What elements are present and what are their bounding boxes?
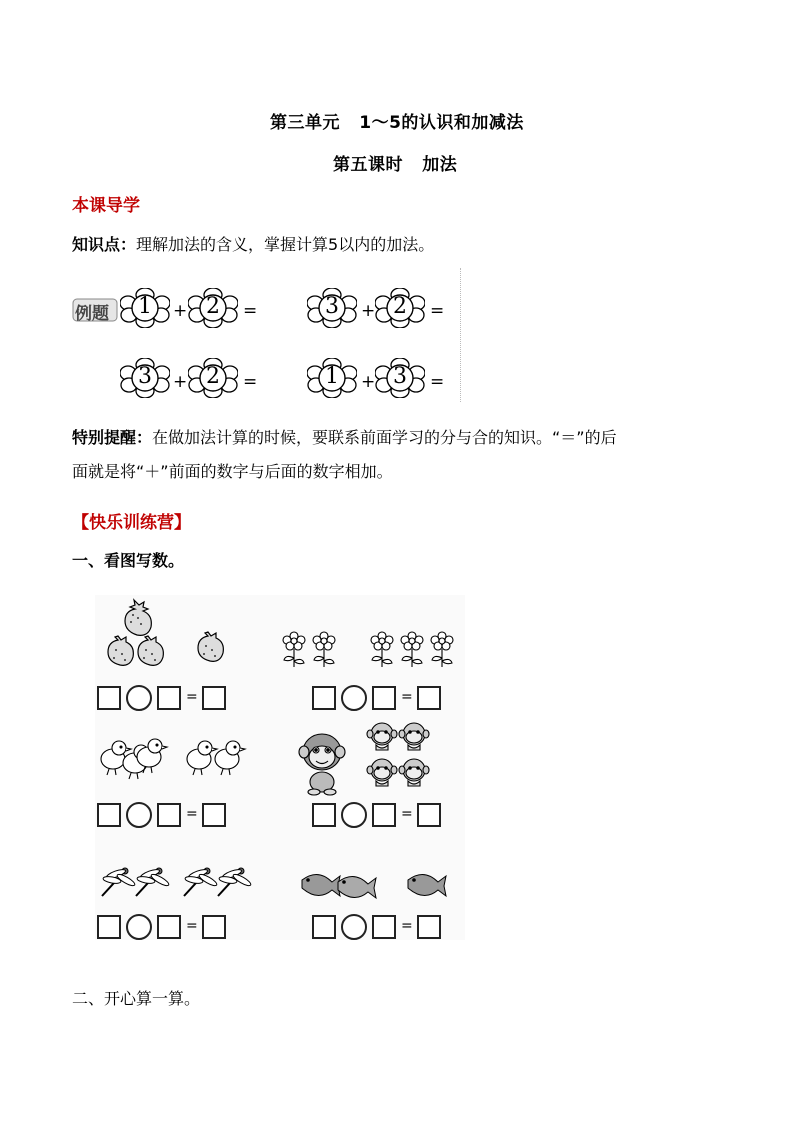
example-flower-3b	[188, 358, 238, 398]
answer-box-result[interactable]	[417, 915, 441, 939]
flower-number: 1	[138, 294, 152, 319]
example-divider	[460, 268, 461, 402]
example-flower-3a	[120, 358, 170, 398]
flower-number: 3	[393, 364, 407, 389]
answer-box-right[interactable]	[157, 803, 181, 827]
answer-box-result[interactable]	[202, 915, 226, 939]
answer-box-left[interactable]	[312, 686, 336, 710]
flower-number: 3	[138, 364, 152, 389]
example-label: 例题	[75, 304, 109, 324]
operator-circle[interactable]	[341, 802, 367, 828]
answer-box-left[interactable]	[97, 803, 121, 827]
answer-box-right[interactable]	[157, 915, 181, 939]
example-flower-2a	[307, 288, 357, 328]
section1-title: 一、看图写数。	[72, 551, 185, 570]
answer-box-right[interactable]	[372, 803, 396, 827]
plus-sign: +	[173, 372, 188, 392]
equals-sign: =	[243, 372, 258, 392]
equals-sign: =	[401, 918, 413, 934]
knowledge-text: 理解加法的含义，掌握计算5以内的加法。	[136, 235, 435, 254]
answer-box-result[interactable]	[417, 686, 441, 710]
example-flower-1a	[120, 288, 170, 328]
flower-number: 1	[325, 364, 339, 389]
example-flower-4b	[375, 358, 425, 398]
flower-number: 2	[393, 294, 407, 319]
operator-circle[interactable]	[126, 802, 152, 828]
training-heading: 【快乐训练营】	[72, 513, 191, 533]
operator-circle[interactable]	[126, 914, 152, 940]
equals-sign: =	[186, 806, 198, 822]
answer-box-result[interactable]	[202, 803, 226, 827]
answer-box-right[interactable]	[157, 686, 181, 710]
operator-circle[interactable]	[126, 685, 152, 711]
answer-box-left[interactable]	[312, 803, 336, 827]
reminder-text-1: 在做加法计算的时候，要联系前面学习的分与合的知识。“＝”的后	[152, 428, 617, 447]
example-flower-4a	[307, 358, 357, 398]
plus-sign: +	[361, 301, 376, 321]
fish-icon	[300, 866, 450, 902]
answer-box-result[interactable]	[417, 803, 441, 827]
reminder-label: 特别提醒：	[72, 428, 153, 447]
dragonfly-icon	[98, 864, 253, 900]
equals-sign: =	[401, 689, 413, 705]
guide-heading: 本课导学	[72, 196, 140, 216]
knowledge-point	[72, 234, 434, 256]
answer-box-left[interactable]	[97, 915, 121, 939]
example-badge	[72, 297, 118, 323]
flower-number: 2	[206, 364, 220, 389]
plus-sign: +	[361, 372, 376, 392]
special-reminder	[72, 421, 732, 489]
example-flower-2b	[375, 288, 425, 328]
equals-sign: =	[243, 301, 258, 321]
answer-box-left[interactable]	[97, 686, 121, 710]
knowledge-label: 知识点：	[72, 235, 137, 254]
answer-box-left[interactable]	[312, 915, 336, 939]
answer-box-right[interactable]	[372, 686, 396, 710]
answer-box-result[interactable]	[202, 686, 226, 710]
answer-box-right[interactable]	[372, 915, 396, 939]
flower-number: 3	[325, 294, 339, 319]
unit-title: 第三单元 1～5的认识和加减法	[270, 113, 524, 133]
operator-circle[interactable]	[341, 685, 367, 711]
equals-sign: =	[430, 301, 445, 321]
flower-number: 2	[206, 294, 220, 319]
reminder-line-2: 面就是将“＋”前面的数字与后面的数字相加。	[72, 462, 393, 481]
operator-circle[interactable]	[341, 914, 367, 940]
equals-sign: =	[430, 372, 445, 392]
reminder-line-1	[72, 421, 732, 455]
strawberry-icon	[98, 598, 228, 673]
lesson-title: 第五课时 加法	[333, 155, 458, 175]
plus-sign: +	[173, 301, 188, 321]
equals-sign: =	[401, 806, 413, 822]
flower-icon	[280, 628, 465, 673]
section2-title: 二、开心算一算。	[72, 989, 201, 1008]
chick-icon	[95, 737, 255, 782]
monkey-icon	[298, 718, 448, 796]
example-flower-1b	[188, 288, 238, 328]
equals-sign: =	[186, 918, 198, 934]
equals-sign: =	[186, 689, 198, 705]
